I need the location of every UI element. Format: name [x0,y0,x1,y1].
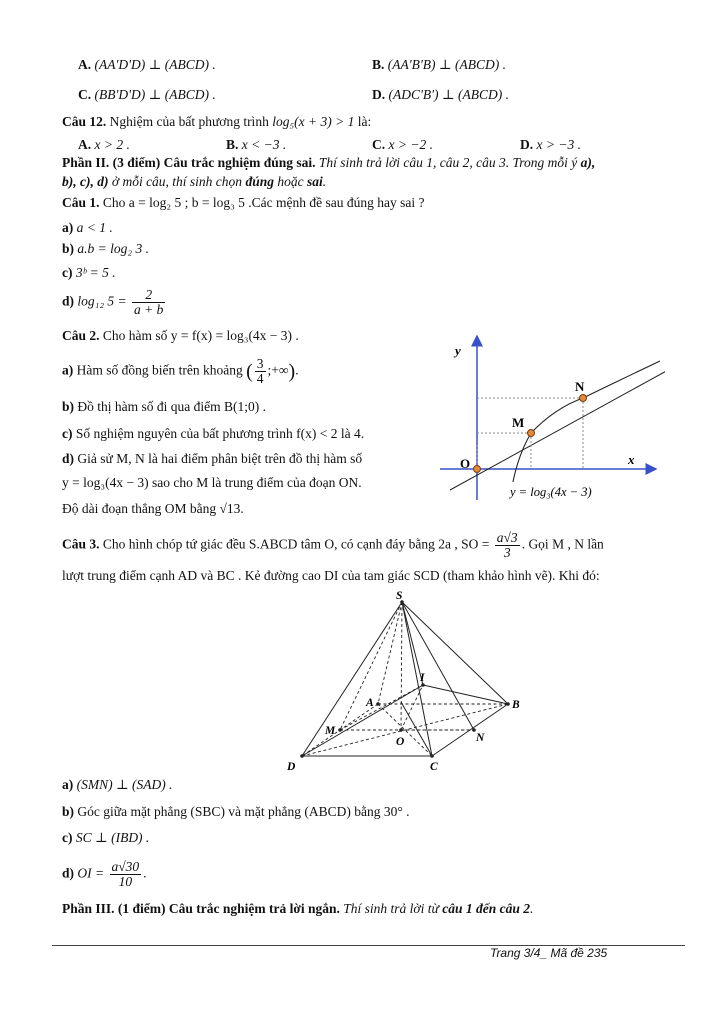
label-b: B [512,699,520,711]
point-n [580,395,587,402]
q12-option-b: B. x < −3 . [226,137,287,152]
c2-c: c) Số nghiệm nguyên của bất phương trình f(x) < 2 là 4. [62,426,365,441]
label-d: D [287,761,296,773]
n-label: N [575,379,585,394]
origin-label: O [460,456,471,471]
part2-heading: Phần II. (3 điểm) Câu trắc nghiệm đúng sai. Thí sinh trả lời câu 1, câu 2, câu 3. Trong mỗi ý a), [62,155,596,170]
c1-d: d) log₁₂ 5 = $\frac{2}{a + b}$ [62,287,164,317]
x-axis-label: x [628,452,635,467]
part2-instructions: b), c), d) ở mỗi câu, thí sinh chọn đúng hoặc sai. [62,174,327,189]
point-o [474,466,481,473]
c3-c: c) SC ⊥ (IBD) . [62,830,150,845]
label-n: N [476,732,485,744]
label-m: M [325,725,336,737]
label-o: O [396,736,405,748]
c2-graph [420,330,665,505]
q11-option-a: A. (AA'D'D) ⊥ (ABCD) . [78,57,216,72]
c3-stem-line2: lượt trung điểm cạnh AD và BC . Kẻ đường cao DI của tam giác SCD (tham khảo hình vẽ). Khi đó: [62,568,600,583]
c3-b: b) Góc giữa mặt phẳng (SBC) và mặt phẳng (ABCD) bằng 30° . [62,804,410,819]
q12-option-a: A. x > 2 . [78,137,130,152]
q12-stem: Câu 12. Nghiệm của bất phương trình log₅(x + 3) > 1 là: [62,114,372,129]
c2-d-line2: y = log₃(4x − 3) sao cho M là trung điểm của đoạn ON. [62,475,362,490]
q12-option-c: C. x > −2 . [372,137,433,152]
c2-stem: Câu 2. Cho hàm số y = f(x) = log₃(4x − 3) . [62,328,299,343]
curve-label: y = log₃(4x − 3) [510,485,592,499]
label-i: I [420,672,425,684]
c1-b: b) a.b = log₂ 3 . [62,241,149,256]
page-footer: Trang 3/4_ Mã đề 235 [490,946,608,960]
c3-so-fraction: $\frac{a√3}{3}$ [496,530,518,560]
c3-pyramid-figure [280,588,530,773]
line-o-n [450,369,665,490]
q12-option-d: D. x > −3 . [520,137,581,152]
c1-stem: Câu 1. Cho a = log₂ 5 ; b = log₃ 5 .Các mệnh đề sau đúng hay sai ? [62,195,425,210]
q11-option-c: C. (BB'D'D) ⊥ (ABCD) . [78,87,216,102]
part3-heading: Phần III. (1 điểm) Câu trắc nghiệm trả lời ngắn. Thí sinh trả lời từ câu 1 đến câu 2. [62,901,534,916]
point-m [528,430,535,437]
q11-option-d: D. (ADC'B') ⊥ (ABCD) . [372,87,509,102]
c2-d-line3: Độ dài đoạn thẳng OM bằng √13. [62,501,244,516]
c2-b: b) Đồ thị hàm số đi qua điểm B(1;0) . [62,399,266,414]
c2-a: a) Hàm số đồng biến trên khoảng ( $\frac{3}{4}$ ;+∞). [62,356,299,386]
c3-a: a) (SMN) ⊥ (SAD) . [62,777,173,792]
label-c: C [430,761,438,773]
c3-d-fraction: $\frac{a√30}{10}$ [111,859,140,889]
c1-d-fraction: $\frac{2}{a + b}$ [134,287,164,317]
m-label: M [512,415,525,430]
c2-a-fraction: $\frac{3}{4}$ [256,356,264,386]
c1-a: a) a < 1 . [62,220,113,235]
c2-d-line1: d) Giả sử M, N là hai điểm phân biệt trên đồ thị hàm số [62,451,363,466]
c3-d: d) OI = $\frac{a√30}{10}$ . [62,859,147,889]
label-a: A [366,697,374,709]
y-axis-label: y [455,343,461,358]
c1-c: c) 3ᵇ = 5 . [62,265,116,280]
c3-stem-line1: Câu 3. Cho hình chóp tứ giác đều S.ABCD tâm O, có cạnh đáy bằng 2a , SO = $\frac{a√3}{3}$ . Gọi M , N lần [62,530,604,560]
q11-option-b: B. (AA'B'B) ⊥ (ABCD) . [372,57,506,72]
label-s: S [396,590,403,602]
